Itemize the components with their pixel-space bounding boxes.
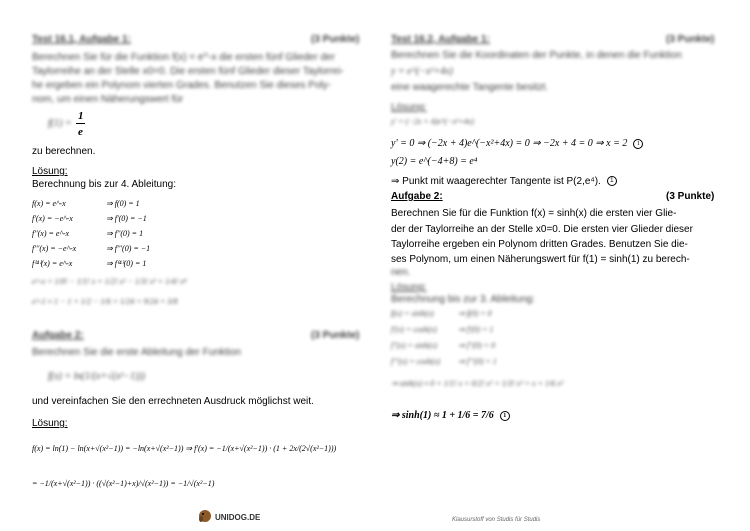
task-line-5: nen. (391, 267, 411, 278)
eq-2: y(2) = e^(−4+8) = e⁴ (391, 156, 478, 167)
r-deriv-2: f''(x) = sinh(x) (391, 341, 438, 350)
right-loesung: Lösung: (391, 102, 427, 113)
deriv-2: f''(x) = e^-x (32, 229, 70, 238)
deriv-3-val: ⇒ f'''(0) = −1 (106, 244, 151, 253)
point-marker-icon: 1 (633, 139, 643, 149)
right-intro-1: Berechnen Sie die Koordinaten der Punkte, in denen die Funktion (391, 50, 682, 61)
left-points: (3 Punkte) (311, 34, 360, 45)
right-intro-3: eine waagerechte Tangente besitzt. (391, 82, 549, 93)
right-points: (3 Punkte) (666, 34, 715, 45)
left-intro-1: Berechnen Sie für die Funktion f(x) = e^-x die ersten fünf Glieder der (32, 52, 335, 63)
task-line-3: Taylorreihe ergeben ein Polynom dritten Grades. Benutzen Sie die- (391, 239, 688, 250)
r-result: ⇒ sinh(1) ≈ 1 + 1/6 = 7/6 1 (391, 410, 510, 422)
point-marker-icon: 1 (500, 411, 510, 421)
fraction-e: e (78, 126, 83, 138)
task-line-4: ses Polynom, um einen Näherungswert für f(1) = sinh(1) zu berech- (391, 254, 690, 265)
right-calc-line: Berechnung bis zur 3. Ableitung: (391, 294, 535, 305)
point-line: ⇒ Punkt mit waagerechter Tangente ist P(2,e⁴). 1 (391, 176, 617, 188)
r-series: ⇒ sinh(x) ≈ 0 + 1/1! x + 0/2! x² + 1/3! x³ = x + 1/6 x³ (391, 379, 564, 388)
r-deriv-1-val: ⇒ f'(0) = 1 (458, 325, 494, 334)
deriv-4-val: ⇒ f⁽⁴⁾(0) = 1 (106, 259, 147, 268)
deriv-4: f⁽⁴⁾(x) = e^-x (32, 259, 73, 268)
r-deriv-0: f(x) = sinh(x) (391, 309, 434, 318)
left-loesung: Lösung: (32, 166, 68, 177)
fraction-one: 1 (78, 110, 84, 122)
footer-note: Klausurstoff von Studis für Studis (452, 517, 541, 523)
zu-berechnen: zu berechnen. (32, 146, 96, 157)
left-calc-line: Berechnung bis zur 4. Ableitung: (32, 179, 176, 190)
task2-after: und vereinfachen Sie den errechneten Ausdruck möglichst weit. (32, 396, 314, 407)
task-line-2: der der Taylorreihe an der Stelle x0=0. Die ersten vier Glieder dieser (391, 224, 693, 235)
r-deriv-2-val: ⇒ f''(0) = 0 (458, 341, 496, 350)
left-intro-3: he ergeben ein Polynom vierten Grades. Benutzen Sie dieses Poly- (32, 80, 332, 91)
deriv-3: f'''(x) = −e^-x (32, 244, 77, 253)
deriv-0-val: ⇒ f(0) = 1 (106, 199, 140, 208)
fraction-bar (76, 123, 85, 124)
left-points-2: (3 Punkte) (311, 330, 360, 341)
right-deriv-line: y' = (−2x + 4)e^(−x²+4x) (391, 117, 474, 126)
deriv-1: f'(x) = −e^-x (32, 214, 73, 223)
left-loesung-2: Lösung: (32, 418, 68, 429)
point-marker-icon: 1 (607, 176, 617, 186)
right-loesung-2: Lösung: (391, 282, 427, 293)
task-line-1: Berechnen Sie für die Funktion f(x) = sinh(x) die ersten vier Glie- (391, 208, 677, 219)
left-heading-2: Aufgabe 2: (32, 330, 84, 341)
series-line-2: e^-1 ≈ 1 − 1 + 1/2 − 1/6 + 1/24 = 9/24 = 3/8 (32, 297, 178, 306)
deriv-1-val: ⇒ f'(0) = −1 (106, 214, 147, 223)
series-line-1: e^-x = 1/0! − 1/1! x + 1/2! x² − 1/3! x³ + 1/4! x⁴ (32, 277, 187, 286)
right-heading: Test 16.2, Aufgabe 1: (391, 34, 490, 45)
task2-line: Berechnen Sie die erste Ableitung der Funktion (32, 347, 242, 358)
deriv-0: f(x) = e^-x (32, 199, 66, 208)
left-intro-4: nom, um einen Näherungswert für (32, 94, 184, 105)
sol-line-2: = −1/(x+√(x²−1)) · ((√(x²−1)+x)/√(x²−1)) = −1/√(x²−1) (32, 479, 215, 488)
right-points-2: (3 Punkte) (666, 191, 715, 202)
right-intro-2: y = e^(−x²+4x) (391, 66, 453, 77)
r-deriv-0-val: ⇒ f(0) = 0 (458, 309, 492, 318)
left-intro-2: Taylorreihe an der Stelle x0=0. Die ersten fünf Glieder dieser Taylorrei- (32, 66, 344, 77)
deriv-2-val: ⇒ f''(0) = 1 (106, 229, 144, 238)
task2-func: f(x) = ln(1/(x+√(x²−1))) (48, 371, 146, 382)
sol-line-1: f(x) = ln(1) − ln(x+√(x²−1)) = −ln(x+√(x²−1)) ⇒ f'(x) = −1/(x+√(x²−1)) · (1 + 2x/(2√(x²−1))) (32, 444, 337, 453)
r-deriv-3-val: ⇒ f'''(0) = 1 (458, 357, 497, 366)
right-heading-2: Aufgabe 2: (391, 191, 443, 202)
r-deriv-3: f'''(x) = cosh(x) (391, 357, 441, 366)
footer-logo-text: UNIDOG.DE (215, 513, 261, 522)
eq-1: y' = 0 ⇒ (−2x + 4)e^(−x²+4x) = 0 ⇒ −2x + 4 = 0 ⇒ x = 2 1 (391, 138, 643, 150)
left-heading: Test 16.1, Aufgabe 1: (32, 34, 131, 45)
r-deriv-1: f'(x) = cosh(x) (391, 325, 437, 334)
f-of-1-label: f(1) = (48, 118, 72, 129)
